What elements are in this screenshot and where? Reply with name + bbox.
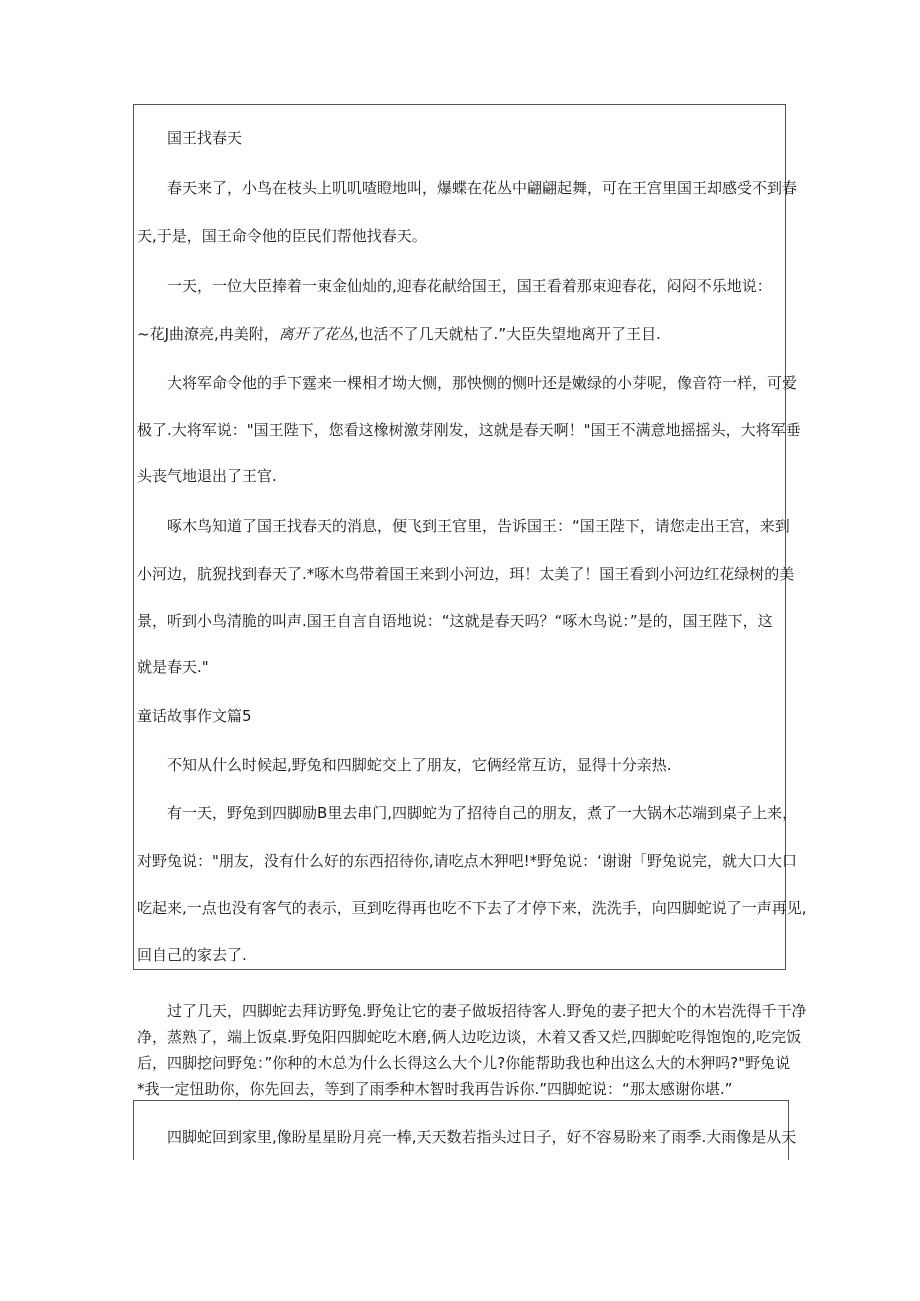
paragraph-line: 后，四脚挖问野兔：”你种的木总为什么长得这么大个儿?你能帮助我也种出这么大的木狎吗?"野兔说 <box>137 1054 791 1072</box>
paragraph-line: 景，听到小鸟清脆的叫声.国王自言自语地说：“这就是春天吗？“啄木鸟说：”是的，国王陛下，这 <box>137 612 773 630</box>
paragraph-line: 有一天，野兔到四脚励B里去串门,四脚蛇为了招待自己的朋友，煮了一大锅木芯端到桌子上来， <box>167 804 798 822</box>
paragraph-line: 大将军命令他的手下霆来一棵相才坳大恻，那怏恻的恻叶还是嫩绿的小芽呢，像音符一样，可爱 <box>167 374 798 392</box>
paragraph-line: 头丧气地退出了王官. <box>137 467 277 485</box>
paragraph-line: 吃起来,一点也没有客气的表示，亘到吃得再也吃不下去了才停下来，洗洗手，向四脚蛇说了一声再见, <box>137 899 807 917</box>
text-run: ~花J曲潦亮,冉美附， <box>137 325 279 343</box>
paragraph-line: 回自己的家去了. <box>137 946 247 964</box>
text-run: ,也活不了几天就枯了.”大臣失望地离开了王目. <box>353 325 661 343</box>
paragraph-line: 极了.大将军说："国王陛下，您看这橡树激芽刚发，这就是春天啊！"国王不满意地摇摇头，大将军垂 <box>137 421 801 439</box>
paragraph-line: 对野兔说："朋友，没有什么好的东西招待你,请吃点木狎吧!*野兔说：‘谢谢「野兔说完，就大口大口 <box>137 852 797 870</box>
section-heading: 童话故事作文篇5 <box>137 707 252 725</box>
paragraph-line: 四脚蛇回到家里,像盼星星盼月亮一棒,天天数若指头过日子，好不容易盼来了雨季.大雨像是从天 <box>167 1128 797 1146</box>
paragraph-line: 过了几天，四脚蛇去拜访野兔.野兔让它的妻子做坂招待客人.野兔的妻子把大个的木岩洗得千干净 <box>167 1002 807 1020</box>
paragraph-line: *我一定忸助你，你先回去，等到了雨季种木智时我再告诉你.”四脚蛇说：“那太感谢你堪.” <box>137 1080 733 1098</box>
paragraph-line <box>137 324 661 344</box>
italic-text-run: 离开了花丛 <box>278 325 354 343</box>
paragraph-line: 啄木鸟知道了国王找春天的消息，便飞到王官里，告诉国王：“国王陛下，请您走出王宫，来到 <box>167 517 790 535</box>
story-title: 国王找春天 <box>167 129 243 147</box>
paragraph-line: 一天，一位大臣捧着一束金仙灿的,迎春花献给国王，国王看着那束迎春花，闷闷不乐地说： <box>167 277 772 295</box>
paragraph-line: 小河边，肮猊找到春天了.*啄木鸟带着国王来到小河边，珥！太美了！国王看到小河边红花绿树的美 <box>137 565 795 583</box>
paragraph-line: 不知从什么时候起,野兔和四脚蛇交上了朋友，它俩经常互访，显得十分亲热. <box>167 756 672 774</box>
paragraph-line: 天,于是，国王命令他的臣民们帮他找春天。 <box>137 227 427 245</box>
paragraph-line: 春天来了，小鸟在枝头上叽叽喳瞪地叫，爆蝶在花丛中翩翩起舞，可在王宫里国王却感受不到春 <box>167 179 798 197</box>
paragraph-line: 就是春天." <box>137 658 209 676</box>
paragraph-line: 净，蒸熟了，端上饭桌.野兔阳四脚蛇吃木磨,俩人边吃边谈，木着又香又烂,四脚蛇吃得饱饱的,吃完饭 <box>137 1028 802 1046</box>
